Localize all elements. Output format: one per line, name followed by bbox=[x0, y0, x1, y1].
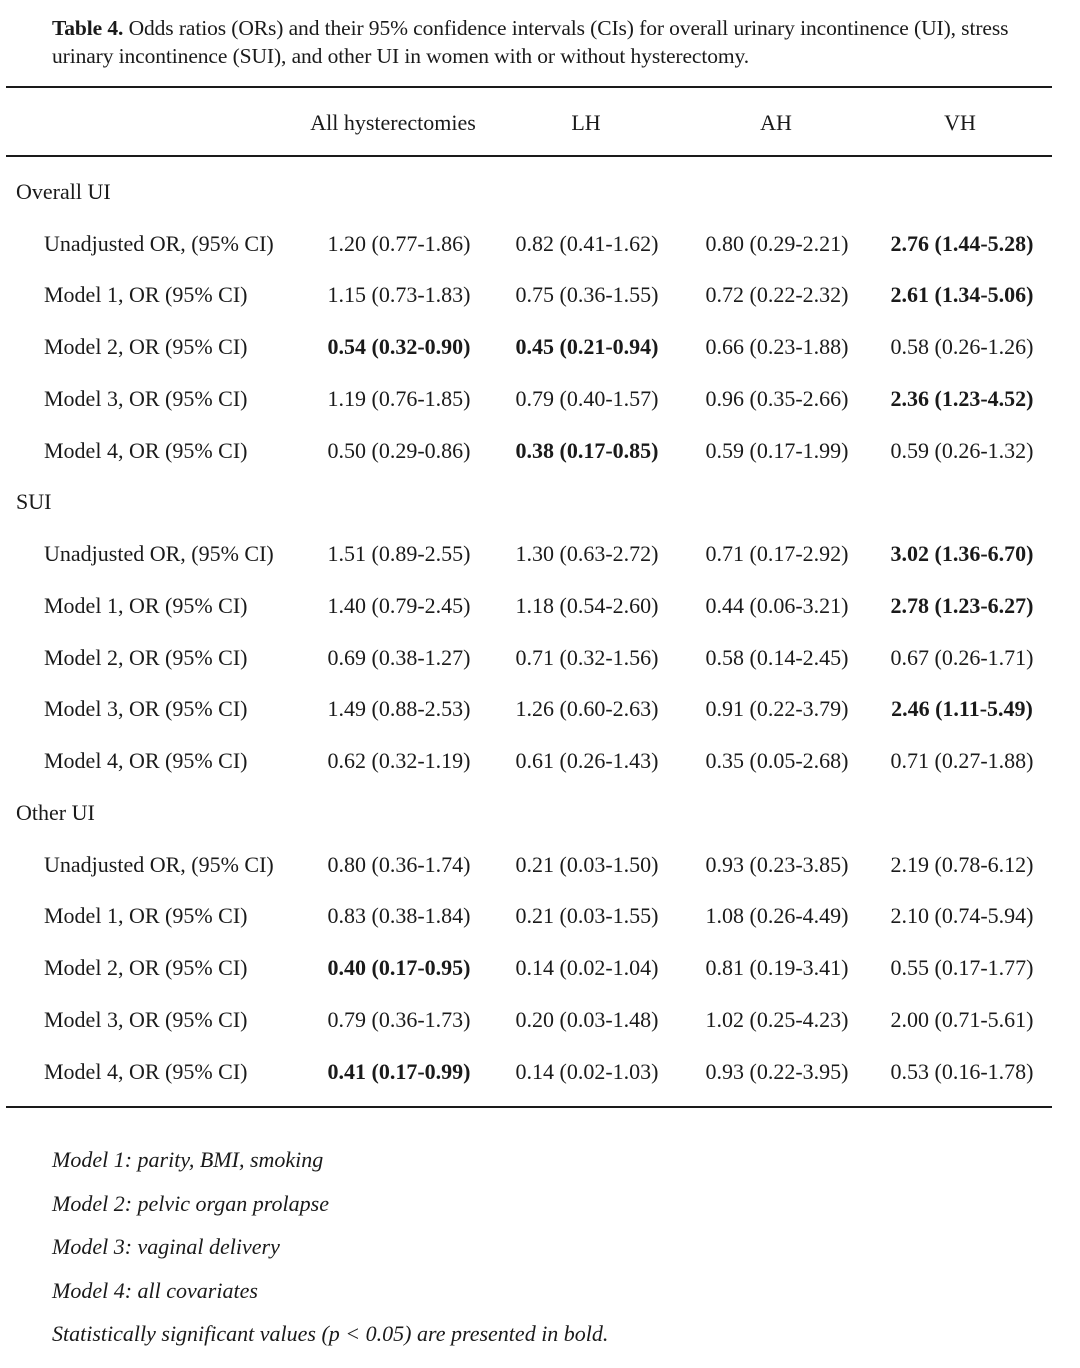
table-cell: 0.93 (0.22-3.95) bbox=[705, 1058, 849, 1084]
table-cell: 0.96 (0.35-2.66) bbox=[705, 385, 849, 411]
table-row bbox=[6, 270, 1052, 322]
row-label: Model 3, OR (95% CI) bbox=[44, 696, 248, 722]
row-label: Model 3, OR (95% CI) bbox=[44, 1006, 248, 1032]
row-label: Unadjusted OR, (95% CI) bbox=[44, 230, 274, 256]
section-header-row bbox=[6, 166, 1052, 218]
column-header-vh: VH bbox=[944, 110, 976, 135]
table-cell: 0.21 (0.03-1.55) bbox=[515, 903, 659, 929]
table-cell: 0.14 (0.02-1.04) bbox=[515, 955, 659, 981]
table-top-rule bbox=[6, 86, 1052, 88]
table-cell: 0.40 (0.17-0.95) bbox=[327, 955, 471, 981]
table-cell: 0.50 (0.29-0.86) bbox=[327, 437, 471, 463]
footnotes bbox=[52, 1138, 608, 1356]
table-row bbox=[6, 218, 1052, 270]
table-cell: 1.02 (0.25-4.23) bbox=[705, 1006, 849, 1032]
section-title: Overall UI bbox=[16, 178, 111, 204]
row-label: Model 2, OR (95% CI) bbox=[44, 644, 248, 670]
row-label: Unadjusted OR, (95% CI) bbox=[44, 541, 274, 567]
column-header-ah: AH bbox=[760, 110, 792, 135]
table-row bbox=[6, 580, 1052, 632]
table-cell: 0.41 (0.17-0.99) bbox=[327, 1058, 471, 1084]
table-cell: 0.59 (0.26-1.32) bbox=[890, 437, 1034, 463]
table-cell: 0.66 (0.23-1.88) bbox=[705, 334, 849, 360]
table-cell: 1.20 (0.77-1.86) bbox=[327, 230, 471, 256]
table-cell: 0.82 (0.41-1.62) bbox=[515, 230, 659, 256]
table-row bbox=[6, 735, 1052, 787]
footnote: Model 3: vaginal delivery bbox=[52, 1234, 280, 1259]
table-cell: 0.83 (0.38-1.84) bbox=[327, 903, 471, 929]
table-cell: 0.20 (0.03-1.48) bbox=[515, 1006, 659, 1032]
table-row bbox=[6, 839, 1052, 891]
table-row bbox=[6, 373, 1052, 425]
table-cell: 0.53 (0.16-1.78) bbox=[890, 1058, 1034, 1084]
table-cell: 2.00 (0.71-5.61) bbox=[890, 1006, 1034, 1032]
column-header-lh: LH bbox=[571, 110, 601, 135]
row-label: Model 1, OR (95% CI) bbox=[44, 592, 248, 618]
row-label: Model 4, OR (95% CI) bbox=[44, 748, 248, 774]
table-cell: 2.36 (1.23-4.52) bbox=[890, 385, 1034, 411]
table-body bbox=[6, 166, 1052, 1098]
section-title: SUI bbox=[16, 489, 52, 515]
table-row bbox=[6, 684, 1052, 736]
table-cell: 0.80 (0.29-2.21) bbox=[705, 230, 849, 256]
table-cell: 0.61 (0.26-1.43) bbox=[515, 748, 659, 774]
section-header-row bbox=[6, 477, 1052, 529]
row-label: Model 4, OR (95% CI) bbox=[44, 437, 248, 463]
table-cell: 0.91 (0.22-3.79) bbox=[705, 696, 849, 722]
table-cell: 2.61 (1.34-5.06) bbox=[890, 282, 1034, 308]
header-bottom-rule bbox=[6, 155, 1052, 157]
table-cell: 0.55 (0.17-1.77) bbox=[890, 955, 1034, 981]
row-label: Model 2, OR (95% CI) bbox=[44, 334, 248, 360]
table-cell: 0.71 (0.32-1.56) bbox=[515, 644, 659, 670]
table-cell: 0.59 (0.17-1.99) bbox=[705, 437, 849, 463]
table-cell: 0.79 (0.40-1.57) bbox=[515, 385, 659, 411]
table-cell: 0.79 (0.36-1.73) bbox=[327, 1006, 471, 1032]
table-cell: 0.69 (0.38-1.27) bbox=[327, 644, 471, 670]
row-label: Model 1, OR (95% CI) bbox=[44, 282, 248, 308]
table-cell: 0.45 (0.21-0.94) bbox=[515, 334, 659, 360]
table-cell: 2.46 (1.11-5.49) bbox=[891, 696, 1033, 722]
table-cell: 0.35 (0.05-2.68) bbox=[705, 748, 849, 774]
table-row bbox=[6, 1046, 1052, 1098]
column-header-all-hysterectomies: All hysterectomies bbox=[310, 110, 476, 135]
table-cell: 1.40 (0.79-2.45) bbox=[327, 592, 471, 618]
table-cell: 2.76 (1.44-5.28) bbox=[890, 230, 1034, 256]
odds-ratio-table bbox=[6, 166, 1052, 1098]
table-cell: 0.58 (0.26-1.26) bbox=[890, 334, 1034, 360]
table-cell: 0.44 (0.06-3.21) bbox=[705, 592, 849, 618]
table-cell: 0.81 (0.19-3.41) bbox=[705, 955, 849, 981]
table-cell: 0.67 (0.26-1.71) bbox=[890, 644, 1034, 670]
table-cell: 1.30 (0.63-2.72) bbox=[515, 541, 659, 567]
row-label: Model 3, OR (95% CI) bbox=[44, 385, 248, 411]
table-cell: 0.71 (0.27-1.88) bbox=[890, 748, 1034, 774]
row-label: Unadjusted OR, (95% CI) bbox=[44, 851, 274, 877]
table-cell: 0.75 (0.36-1.55) bbox=[515, 282, 659, 308]
table-cell: 3.02 (1.36-6.70) bbox=[890, 541, 1034, 567]
table-cell: 1.26 (0.60-2.63) bbox=[515, 696, 659, 722]
table-cell: 2.78 (1.23-6.27) bbox=[890, 592, 1034, 618]
table-row bbox=[6, 528, 1052, 580]
section-title: Other UI bbox=[16, 799, 95, 825]
table-cell: 0.72 (0.22-2.32) bbox=[705, 282, 849, 308]
table-cell: 1.51 (0.89-2.55) bbox=[327, 541, 471, 567]
footnote: Model 4: all covariates bbox=[52, 1277, 258, 1303]
table-cell: 1.19 (0.76-1.85) bbox=[327, 385, 471, 411]
table-cell: 0.54 (0.32-0.90) bbox=[327, 334, 471, 360]
table-cell: 0.93 (0.23-3.85) bbox=[705, 851, 849, 877]
caption-text: Odds ratios (ORs) and their 95% confidence intervals (CIs) for overall urinary incontinence (UI), stress urinary incontinence (SUI), and other UI in women with or without hysterectomy. bbox=[52, 16, 1009, 68]
table-cell: 0.80 (0.36-1.74) bbox=[327, 851, 471, 877]
table-cell: 0.58 (0.14-2.45) bbox=[705, 644, 849, 670]
table-cell: 0.71 (0.17-2.92) bbox=[705, 541, 849, 567]
row-label: Model 2, OR (95% CI) bbox=[44, 955, 248, 981]
table-cell: 0.62 (0.32-1.19) bbox=[327, 748, 471, 774]
table-cell: 1.18 (0.54-2.60) bbox=[515, 592, 659, 618]
table-bottom-rule bbox=[6, 1106, 1052, 1108]
footnote: Statistically significant values (p < 0.05) are presented in bold. bbox=[52, 1321, 609, 1346]
section-header-row bbox=[6, 787, 1052, 839]
footnote: Model 1: parity, BMI, smoking bbox=[52, 1147, 324, 1172]
table-row bbox=[6, 321, 1052, 373]
footnote: Model 2: pelvic organ prolapse bbox=[52, 1190, 329, 1216]
table-cell: 1.49 (0.88-2.53) bbox=[327, 696, 471, 722]
caption-lead: Table 4. bbox=[52, 16, 124, 40]
row-label: Model 4, OR (95% CI) bbox=[44, 1058, 248, 1084]
table-row bbox=[6, 942, 1052, 994]
table-cell: 1.15 (0.73-1.83) bbox=[327, 282, 471, 308]
table-caption bbox=[52, 14, 1052, 70]
row-label: Model 1, OR (95% CI) bbox=[44, 903, 248, 929]
table-cell: 0.38 (0.17-0.85) bbox=[515, 437, 659, 463]
table-cell: 0.14 (0.02-1.03) bbox=[515, 1058, 659, 1084]
table-cell: 1.08 (0.26-4.49) bbox=[705, 903, 849, 929]
table-row bbox=[6, 632, 1052, 684]
table-row bbox=[6, 891, 1052, 943]
table-row bbox=[6, 425, 1052, 477]
table-cell: 2.19 (0.78-6.12) bbox=[890, 851, 1034, 877]
table-cell: 2.10 (0.74-5.94) bbox=[890, 903, 1034, 929]
table-cell: 0.21 (0.03-1.50) bbox=[515, 851, 659, 877]
table-row bbox=[6, 994, 1052, 1046]
